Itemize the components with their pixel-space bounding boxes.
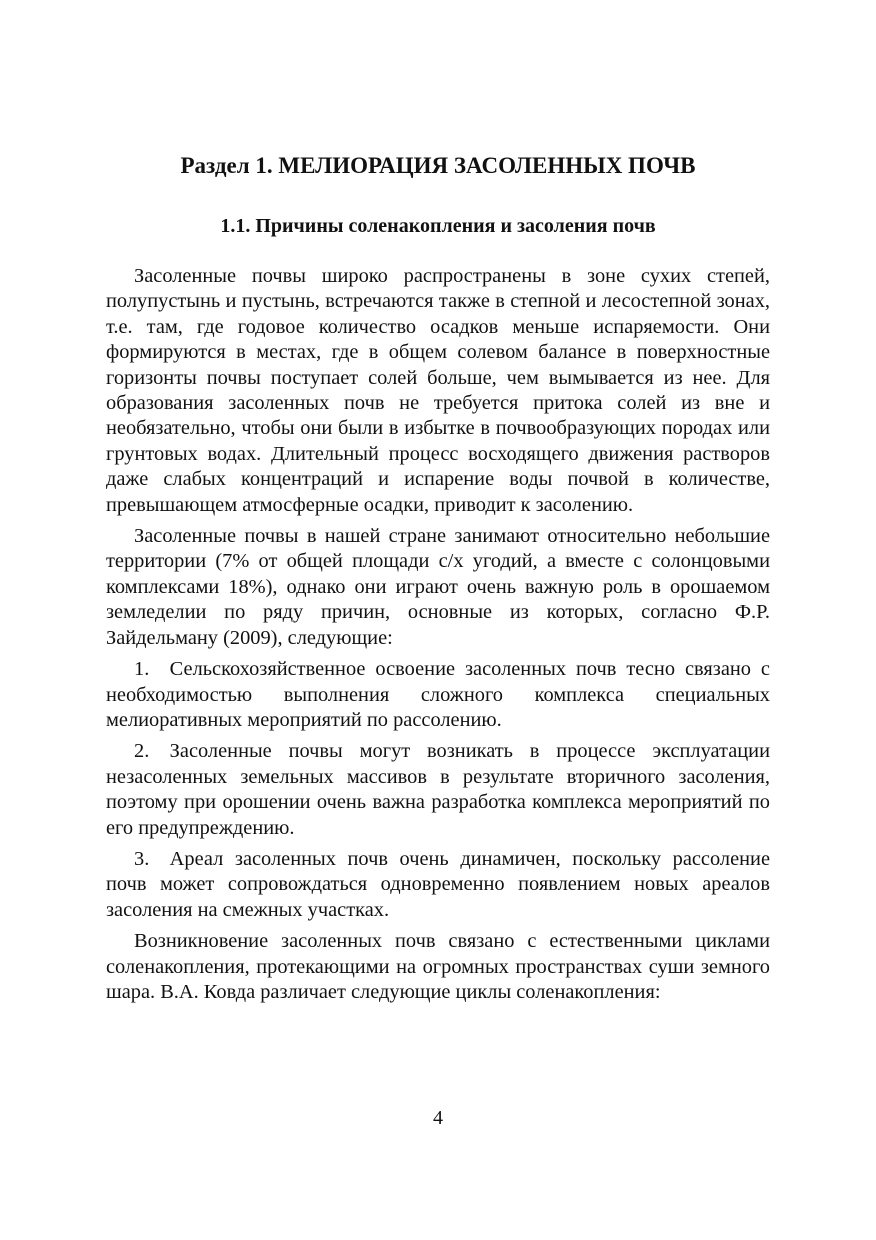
list-item-2: 2. Засоленные почвы могут возникать в процессе эксплуатации незасоленных земельных массивов в результате вторичного засоления, поэтому при орошении очень важна разработка комплекса мероприятий по его предупреждению. xyxy=(106,740,770,839)
body-text xyxy=(106,264,770,1005)
paragraph-territory: Засоленные почвы в нашей стране занимают относительно небольшие территории (7% от общей площади с/х угодий, а вместе с солонцовыми комплексами 18%), однако они играют очень важную роль в орошаемом земледелии по ряду причин, основные из которых, согласно Ф.Р. Зайдельману (2009), следующие: xyxy=(106,525,770,649)
paragraph-cycles: Возникновение засоленных почв связано с естественными циклами соленакопления, протекающими на огромных пространствах суши земного шара. В.А. Ковда различает следующие циклы соленакопления: xyxy=(106,930,770,1003)
subsection-title: 1.1. Причины соленакопления и засоления почв xyxy=(220,215,656,237)
page-number: 4 xyxy=(433,1107,443,1129)
paragraph-intro: Засоленные почвы широко распространены в зоне сухих степей, полупустынь и пустынь, встречаются также в степной и лесостепной зонах, т.е. там, где годовое количество осадков меньше испаряемости. Они формируются в местах, где в общем солевом балансе в поверхностные горизонты почвы поступает солей больше, чем вымывается из нее. Для образования засоленных почв не требуется притока солей из вне и необязательно, чтобы они были в избытке в почвообразующих породах или грунтовых водах. Длительный процесс восходящего движения растворов даже слабых концентраций и испарение воды почвой в количестве, превышающем атмосферные осадки, приводит к засолению. xyxy=(106,265,770,516)
list-item-1: 1. Сельскохозяйственное освоение засоленных почв тесно связано с необходимостью выполнения сложного комплекса специальных мелиоративных мероприятий по рассолению. xyxy=(106,658,770,731)
section-title: Раздел 1. МЕЛИОРАЦИЯ ЗАСОЛЕННЫХ ПОЧВ xyxy=(180,153,696,178)
list-item-3: 3. Ареал засоленных почв очень динамичен, поскольку рассоление почв может сопровождаться одновременно появлением новых ареалов засоления на смежных участках. xyxy=(106,847,770,921)
